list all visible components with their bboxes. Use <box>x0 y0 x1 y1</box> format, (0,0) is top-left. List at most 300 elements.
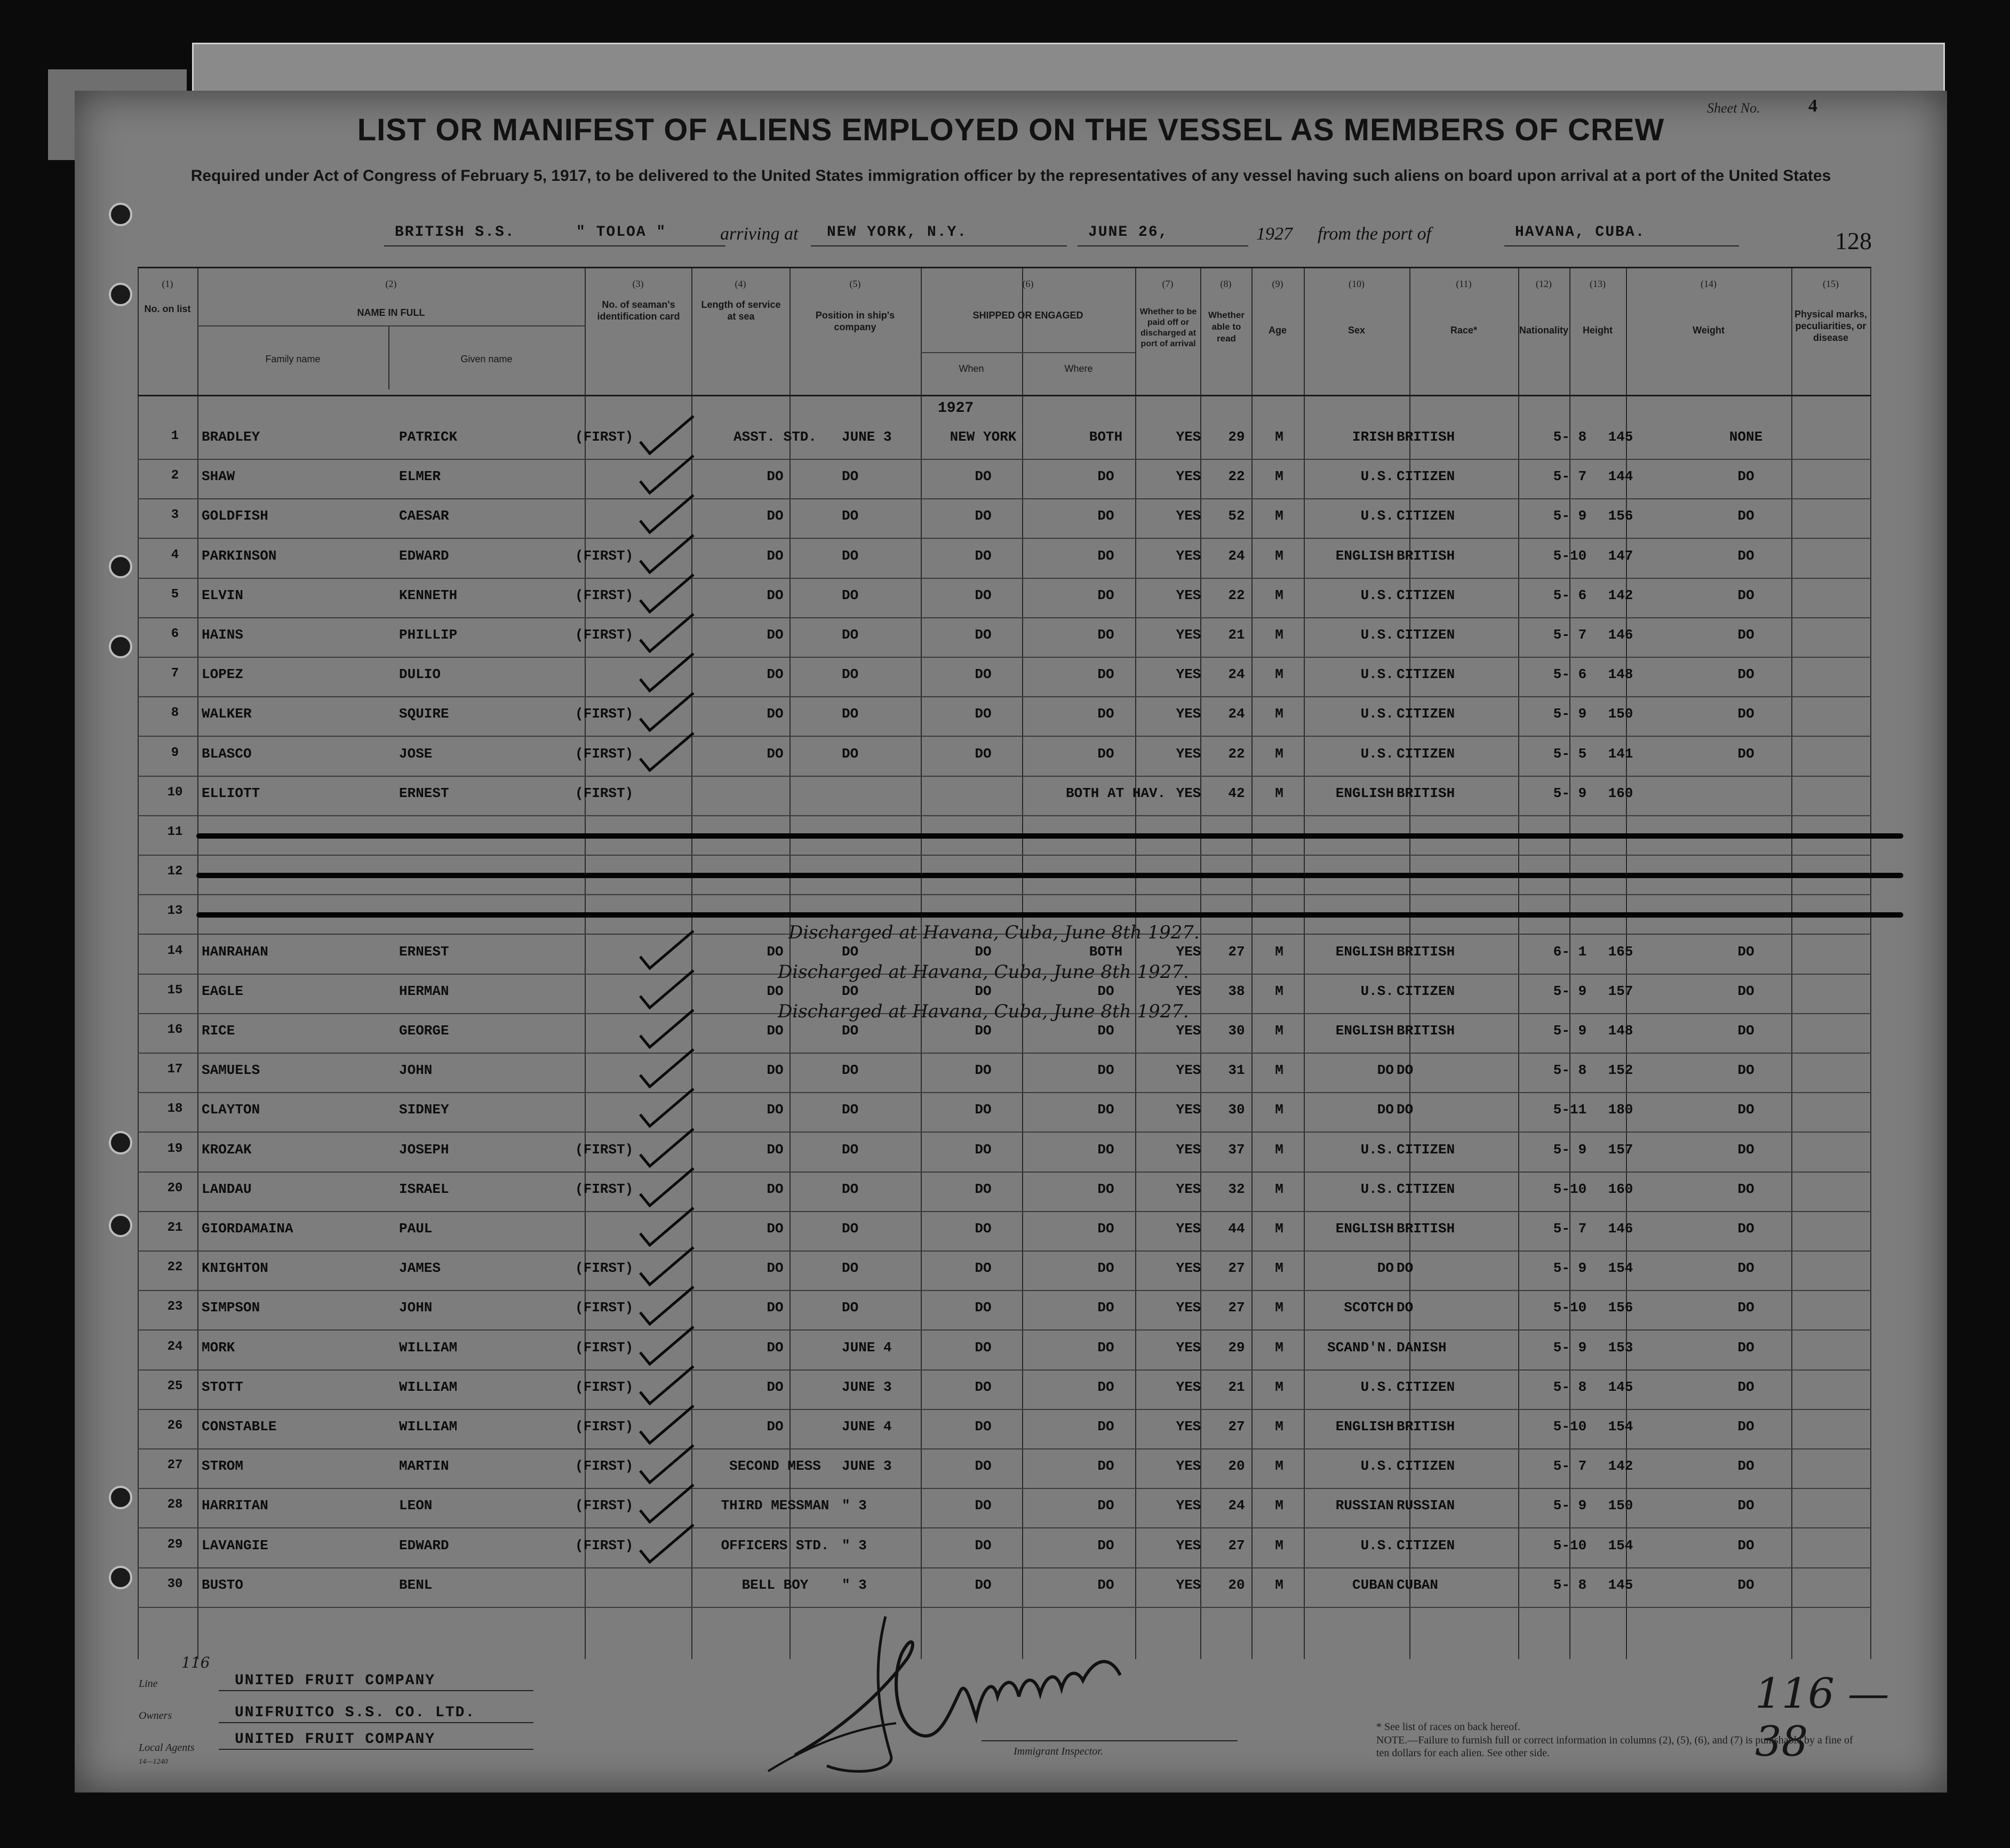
inspector-label: Immigrant Inspector. <box>1014 1746 1103 1757</box>
check-mark-icon <box>638 493 697 536</box>
paid-off-cell: BOTH AT HAV. <box>1066 785 1166 801</box>
given-name-cell: ERNEST <box>399 943 449 960</box>
given-name-cell: SIDNEY <box>399 1102 449 1118</box>
height-cell: 5-10 <box>1553 1537 1587 1554</box>
weight-cell: 160 <box>1608 1181 1633 1197</box>
family-name-cell: HARRITAN <box>202 1497 268 1514</box>
height-cell: 5- 8 <box>1553 1062 1587 1079</box>
row-rule <box>138 459 1871 460</box>
inspector-underline <box>982 1740 1238 1741</box>
shipped-where-cell: DO <box>975 587 992 603</box>
owners-label: Owners <box>139 1710 172 1722</box>
table-row <box>138 1530 1951 1570</box>
column-number: (14) <box>1701 278 1717 289</box>
row-number-cell: 27 <box>167 1458 183 1473</box>
row-number-cell: 26 <box>167 1419 183 1433</box>
table-row <box>138 1055 1951 1094</box>
paid-off-cell: DO <box>1097 1023 1114 1039</box>
check-mark-icon <box>638 1285 697 1327</box>
position-cell: SECOND MESS <box>729 1458 821 1475</box>
position-cell: OFFICERS STD. <box>721 1537 829 1554</box>
shipped-where-cell: DO <box>975 943 992 960</box>
check-mark-icon <box>638 1008 697 1050</box>
row-rule <box>138 1290 1871 1291</box>
age-cell: 32 <box>1228 1181 1245 1197</box>
shipped-where-cell: DO <box>975 1102 992 1118</box>
table-row <box>138 421 1951 461</box>
header-shipped: SHIPPED OR ENGAGED <box>972 310 1083 321</box>
footnote-penalty: NOTE.—Failure to furnish full or correct information in columns (2), (5), (6), and (7) is punishable by a fine of ten dollars for each alien. See other side. <box>1376 1734 1853 1759</box>
check-mark-icon <box>638 414 697 457</box>
paid-off-cell: DO <box>1097 1221 1114 1237</box>
page-subtitle: Required under Act of Congress of February 5, 1917, to be delivered to the United States immigration officer by the representatives of any vessel having such aliens on board upon arrival at a port of the United States <box>190 167 1831 185</box>
position-cell: ASST. STD. <box>733 429 817 445</box>
age-cell: 21 <box>1228 1379 1245 1395</box>
shipped-where-cell: DO <box>975 1576 992 1593</box>
row-number-cell: 9 <box>171 745 179 760</box>
column-number: (6) <box>1022 278 1034 289</box>
family-name-cell: ELVIN <box>202 587 244 603</box>
height-cell: 5- 9 <box>1553 1023 1587 1039</box>
table-row <box>138 698 1951 738</box>
nationality-cell: DO <box>1397 1300 1414 1316</box>
position-cell: DO <box>767 1023 784 1039</box>
header-family-name: Family name <box>265 354 321 364</box>
able-to-read-cell: YES <box>1176 429 1201 445</box>
row-rule <box>138 498 1871 499</box>
able-to-read-cell: YES <box>1176 1497 1201 1514</box>
given-name-cell: BENL <box>399 1576 433 1593</box>
height-cell: 5- 8 <box>1553 1576 1587 1593</box>
sex-cell: M <box>1275 587 1283 603</box>
weight-cell: 154 <box>1608 1260 1633 1277</box>
physical-marks-cell: DO <box>1737 1260 1754 1277</box>
family-name-cell: STOTT <box>202 1379 244 1395</box>
shipped-where-cell: DO <box>975 666 992 683</box>
row-rule <box>138 894 1871 895</box>
physical-marks-cell: DO <box>1737 1102 1754 1118</box>
paid-off-cell: DO <box>1097 587 1114 603</box>
height-cell: 5- 6 <box>1553 666 1587 683</box>
family-name-cell: HAINS <box>202 627 244 643</box>
strike-through-line <box>196 912 1903 918</box>
sex-cell: M <box>1275 1260 1283 1277</box>
physical-marks-cell: DO <box>1737 745 1754 762</box>
row-rule <box>138 1567 1871 1568</box>
able-to-read-cell: YES <box>1176 1102 1201 1118</box>
footnote-races: * See list of races on back hereof. <box>1376 1721 1520 1733</box>
row-number-cell: 4 <box>171 547 179 562</box>
punch-hole <box>109 1486 132 1509</box>
column-number: (9) <box>1272 278 1283 289</box>
shipped-where-cell: DO <box>975 1300 992 1316</box>
nationality-cell: BRITISH <box>1397 547 1455 564</box>
check-mark-icon <box>638 612 697 655</box>
column-number: (10) <box>1349 278 1365 289</box>
race-cell: ENGLISH <box>1335 1023 1394 1039</box>
race-cell: U.S. <box>1360 745 1394 762</box>
id-card-cell: (FIRST) <box>575 1181 634 1197</box>
age-cell: 30 <box>1228 1102 1245 1118</box>
table-row <box>138 1372 1951 1411</box>
given-name-cell: HERMAN <box>399 983 449 999</box>
check-mark-icon <box>638 929 697 971</box>
shipped-where-cell: DO <box>975 1537 992 1554</box>
sex-cell: M <box>1275 1339 1283 1356</box>
weight-cell: 154 <box>1608 1537 1633 1554</box>
row-rule <box>138 1172 1871 1173</box>
row-number-cell: 11 <box>167 825 183 839</box>
able-to-read-cell: YES <box>1176 587 1201 603</box>
nationality-cell: BRITISH <box>1397 1221 1455 1237</box>
given-name-cell: WILLIAM <box>399 1379 458 1395</box>
row-number-cell: 8 <box>171 706 179 721</box>
shipped-when-cell: DO <box>842 666 859 683</box>
discharge-note: Discharged at Havana, Cuba, June 8th 1927. <box>778 961 1189 983</box>
row-number-cell: 17 <box>167 1062 183 1077</box>
race-cell: U.S. <box>1360 627 1394 643</box>
check-mark-icon <box>638 1404 697 1446</box>
agents-underline <box>219 1749 533 1750</box>
weight-cell: 142 <box>1608 587 1633 603</box>
position-cell: DO <box>767 745 784 762</box>
physical-marks-cell: DO <box>1737 1181 1754 1197</box>
sex-cell: M <box>1275 468 1283 485</box>
weight-cell: 142 <box>1608 1458 1633 1475</box>
race-cell: DO <box>1377 1260 1394 1277</box>
physical-marks-cell: DO <box>1737 627 1754 643</box>
punch-hole <box>109 1131 132 1154</box>
weight-cell: 144 <box>1608 468 1633 485</box>
header-position: Position in ship's company <box>815 310 895 332</box>
physical-marks-cell: DO <box>1737 1062 1754 1079</box>
sex-cell: M <box>1275 1537 1283 1554</box>
weight-cell: 156 <box>1608 1300 1633 1316</box>
height-cell: 5-11 <box>1553 1102 1587 1118</box>
header-name-in-full: NAME IN FULL <box>357 307 425 318</box>
strike-through-line <box>196 833 1903 839</box>
table-row <box>138 857 1951 896</box>
able-to-read-cell: YES <box>1176 1458 1201 1475</box>
table-row <box>138 1094 1951 1134</box>
able-to-read-cell: YES <box>1176 1300 1201 1316</box>
shipped-when-cell: DO <box>842 1141 859 1158</box>
port-underline <box>811 245 1067 246</box>
sex-cell: M <box>1275 547 1283 564</box>
header-length-service: Length of service at sea <box>701 299 781 322</box>
position-cell: DO <box>767 1062 784 1079</box>
header-nationality: Nationality <box>1519 325 1568 336</box>
sex-cell: M <box>1275 1141 1283 1158</box>
weight-cell: 180 <box>1608 1102 1633 1118</box>
age-cell: 31 <box>1228 1062 1245 1079</box>
shipped-where-cell: DO <box>975 1497 992 1514</box>
age-cell: 22 <box>1228 468 1245 485</box>
check-mark-icon <box>638 1087 697 1129</box>
position-cell: DO <box>767 1102 784 1118</box>
nationality-cell: CITIZEN <box>1397 1537 1455 1554</box>
paid-off-cell: BOTH <box>1089 429 1123 445</box>
race-cell: CUBAN <box>1352 1576 1394 1593</box>
handwritten-number-small: 116 <box>181 1654 210 1671</box>
shipped-where-cell: DO <box>975 1062 992 1079</box>
check-mark-icon <box>638 731 697 774</box>
race-cell: ENGLISH <box>1335 785 1394 801</box>
shipped-when-cell: DO <box>842 1260 859 1277</box>
able-to-read-cell: YES <box>1176 745 1201 762</box>
table-row <box>138 738 1951 778</box>
height-cell: 5- 7 <box>1553 1221 1587 1237</box>
physical-marks-cell: DO <box>1737 587 1754 603</box>
header-rule <box>138 395 1871 396</box>
weight-cell: 145 <box>1608 1576 1633 1593</box>
check-mark-icon <box>638 1127 697 1169</box>
shipped-when-cell: DO <box>842 1102 859 1118</box>
age-cell: 42 <box>1228 785 1245 801</box>
physical-marks-cell: DO <box>1737 706 1754 722</box>
shipped-when-cell: JUNE 3 <box>842 1458 892 1475</box>
shipped-when-cell: DO <box>842 943 859 960</box>
race-cell: ENGLISH <box>1335 943 1394 960</box>
family-name-cell: CLAYTON <box>202 1102 260 1118</box>
id-card-cell: (FIRST) <box>575 1260 634 1277</box>
race-cell: U.S. <box>1360 1458 1394 1475</box>
height-cell: 5-10 <box>1553 1300 1587 1316</box>
column-number: (2) <box>385 278 397 289</box>
physical-marks-cell: DO <box>1737 666 1754 683</box>
family-name-cell: PARKINSON <box>202 547 277 564</box>
shipped-where-cell: DO <box>975 1221 992 1237</box>
row-rule <box>138 1132 1871 1133</box>
age-cell: 38 <box>1228 983 1245 999</box>
id-card-cell: (FIRST) <box>575 745 634 762</box>
row-number-cell: 6 <box>171 627 179 641</box>
physical-marks-cell: DO <box>1737 1221 1754 1237</box>
row-rule <box>138 1092 1871 1093</box>
shipped-when-cell: DO <box>842 745 859 762</box>
row-number-cell: 2 <box>171 468 179 483</box>
family-name-cell: MORK <box>202 1339 235 1356</box>
age-cell: 37 <box>1228 1141 1245 1158</box>
nationality-cell: CITIZEN <box>1397 1379 1455 1395</box>
column-number: (12) <box>1536 278 1552 289</box>
weight-cell: 145 <box>1608 429 1633 445</box>
sheet-number: 4 <box>1808 96 1817 116</box>
race-cell: U.S. <box>1360 468 1394 485</box>
table-row <box>138 500 1951 540</box>
row-rule <box>138 855 1871 856</box>
column-number: (1) <box>162 278 173 289</box>
weight-cell: 150 <box>1608 706 1633 722</box>
row-rule <box>138 1211 1871 1212</box>
nationality-cell: CITIZEN <box>1397 745 1455 762</box>
able-to-read-cell: YES <box>1176 508 1201 524</box>
id-card-cell: (FIRST) <box>575 785 634 801</box>
race-cell: U.S. <box>1360 706 1394 722</box>
sex-cell: M <box>1275 1062 1283 1079</box>
race-cell: U.S. <box>1360 587 1394 603</box>
shipped-where-cell: DO <box>975 508 992 524</box>
id-card-cell: (FIRST) <box>575 1419 634 1435</box>
shipped-where-cell: DO <box>975 1181 992 1197</box>
physical-marks-cell: DO <box>1737 1537 1754 1554</box>
id-card-cell: (FIRST) <box>575 1537 634 1554</box>
shipped-when-cell: DO <box>842 1181 859 1197</box>
column-number: (4) <box>735 278 746 289</box>
family-name-cell: ELLIOTT <box>202 785 260 801</box>
height-cell: 5- 5 <box>1553 745 1587 762</box>
row-rule <box>138 1409 1871 1410</box>
row-number-cell: 13 <box>167 904 183 919</box>
sex-cell: M <box>1275 508 1283 524</box>
height-cell: 5- 9 <box>1553 1260 1587 1277</box>
able-to-read-cell: YES <box>1176 468 1201 485</box>
weight-cell: 160 <box>1608 785 1633 801</box>
given-name-cell: JOHN <box>399 1062 433 1079</box>
able-to-read-cell: YES <box>1176 1221 1201 1237</box>
shipped-when-cell: DO <box>842 983 859 999</box>
paid-off-cell: DO <box>1097 468 1114 485</box>
shipped-when-cell: DO <box>842 627 859 643</box>
table-row <box>138 817 1951 857</box>
shipped-where-cell: NEW YORK <box>950 429 1017 445</box>
sex-cell: M <box>1275 1181 1283 1197</box>
weight-cell: 148 <box>1608 1023 1633 1039</box>
shipped-where-cell: DO <box>975 1339 992 1356</box>
nationality-cell: DO <box>1397 1102 1414 1118</box>
paid-off-cell: DO <box>1097 1102 1114 1118</box>
able-to-read-cell: YES <box>1176 1419 1201 1435</box>
row-rule <box>138 1527 1871 1528</box>
table-row <box>138 1253 1951 1292</box>
paid-off-cell: DO <box>1097 1141 1114 1158</box>
position-cell: DO <box>767 547 784 564</box>
arrival-port: NEW YORK, N.Y. <box>827 224 968 241</box>
row-number-cell: 22 <box>167 1260 183 1275</box>
vessel-line <box>171 224 1931 256</box>
physical-marks-cell: DO <box>1737 1458 1754 1475</box>
sex-cell: M <box>1275 943 1283 960</box>
sex-cell: M <box>1275 785 1283 801</box>
check-mark-icon <box>638 1523 697 1565</box>
table-row <box>138 580 1951 619</box>
header-given-name: Given name <box>460 354 513 364</box>
family-name-cell: LAVANGIE <box>202 1537 268 1554</box>
row-rule <box>138 815 1871 816</box>
shipped-when-cell: " 3 <box>842 1537 867 1554</box>
paid-off-cell: DO <box>1097 508 1114 524</box>
row-rule <box>138 1488 1871 1489</box>
able-to-read-cell: YES <box>1176 1062 1201 1079</box>
check-mark-icon <box>638 1364 697 1407</box>
check-mark-icon <box>638 1483 697 1525</box>
shipped-when-cell: JUNE 3 <box>842 1379 892 1395</box>
race-cell: U.S. <box>1360 1141 1394 1158</box>
family-name-cell: GOLDFISH <box>202 508 268 524</box>
sex-cell: M <box>1275 983 1283 999</box>
shipped-when-cell: DO <box>842 1221 859 1237</box>
given-name-cell: KENNETH <box>399 587 458 603</box>
weight-cell: 152 <box>1608 1062 1633 1079</box>
header-weight: Weight <box>1693 325 1725 336</box>
line-label: Line <box>139 1678 158 1690</box>
id-card-cell: (FIRST) <box>575 627 634 643</box>
height-cell: 5- 8 <box>1553 1379 1587 1395</box>
weight-cell: 157 <box>1608 983 1633 999</box>
nationality-cell: CITIZEN <box>1397 508 1455 524</box>
header-rule <box>921 352 1135 353</box>
row-rule <box>138 617 1871 618</box>
punch-hole <box>109 635 132 658</box>
race-cell: DO <box>1377 1062 1394 1079</box>
column-number: (8) <box>1220 278 1232 289</box>
table-row <box>138 1292 1951 1332</box>
paid-off-cell: DO <box>1097 1379 1114 1395</box>
shipped-when-cell: DO <box>842 1062 859 1079</box>
able-to-read-cell: YES <box>1176 1576 1201 1593</box>
able-to-read-cell: YES <box>1176 1023 1201 1039</box>
position-cell: DO <box>767 468 784 485</box>
sex-cell: M <box>1275 429 1283 445</box>
race-cell: U.S. <box>1360 1537 1394 1554</box>
position-cell: DO <box>767 1419 784 1435</box>
physical-marks-cell: NONE <box>1729 429 1763 445</box>
height-cell: 5- 9 <box>1553 983 1587 999</box>
arrival-year: 1927 <box>1256 224 1293 244</box>
header-race: Race* <box>1450 325 1478 336</box>
row-number-cell: 25 <box>167 1379 183 1393</box>
id-card-cell: (FIRST) <box>575 1497 634 1514</box>
table-row <box>138 1451 1951 1490</box>
punch-hole <box>109 1214 132 1237</box>
position-cell: DO <box>767 666 784 683</box>
shipped-where-cell: DO <box>975 983 992 999</box>
nationality-cell: BRITISH <box>1397 1023 1455 1039</box>
able-to-read-cell: YES <box>1176 706 1201 722</box>
paid-off-cell: DO <box>1097 983 1114 999</box>
row-rule <box>138 776 1871 777</box>
header-where: Where <box>1064 363 1093 374</box>
race-cell: SCAND'N. <box>1327 1339 1394 1356</box>
nationality-cell: BRITISH <box>1397 943 1455 960</box>
row-number-cell: 23 <box>167 1300 183 1315</box>
id-card-cell: (FIRST) <box>575 547 634 564</box>
header-rule <box>138 267 1871 268</box>
table-row <box>138 1490 1951 1530</box>
given-name-cell: GEORGE <box>399 1023 449 1039</box>
id-card-cell: (FIRST) <box>575 1339 634 1356</box>
physical-marks-cell: DO <box>1737 1497 1754 1514</box>
shipped-when-cell: " 3 <box>842 1497 867 1514</box>
physical-marks-cell: DO <box>1737 983 1754 999</box>
sheet-number-label: Sheet No. <box>1707 100 1760 116</box>
able-to-read-cell: YES <box>1176 1260 1201 1277</box>
age-cell: 24 <box>1228 706 1245 722</box>
shipped-where-cell: DO <box>975 547 992 564</box>
given-name-cell: LEON <box>399 1497 433 1514</box>
age-cell: 20 <box>1228 1458 1245 1475</box>
row-rule <box>138 1329 1871 1331</box>
height-cell: 5- 9 <box>1553 1141 1587 1158</box>
age-cell: 27 <box>1228 1260 1245 1277</box>
row-number-cell: 16 <box>167 1023 183 1037</box>
row-number-cell: 14 <box>167 943 183 958</box>
shipped-when-cell: JUNE 4 <box>842 1419 892 1435</box>
sex-cell: M <box>1275 706 1283 722</box>
id-card-cell: (FIRST) <box>575 706 634 722</box>
id-card-cell: (FIRST) <box>575 1141 634 1158</box>
height-cell: 6- 1 <box>1553 943 1587 960</box>
